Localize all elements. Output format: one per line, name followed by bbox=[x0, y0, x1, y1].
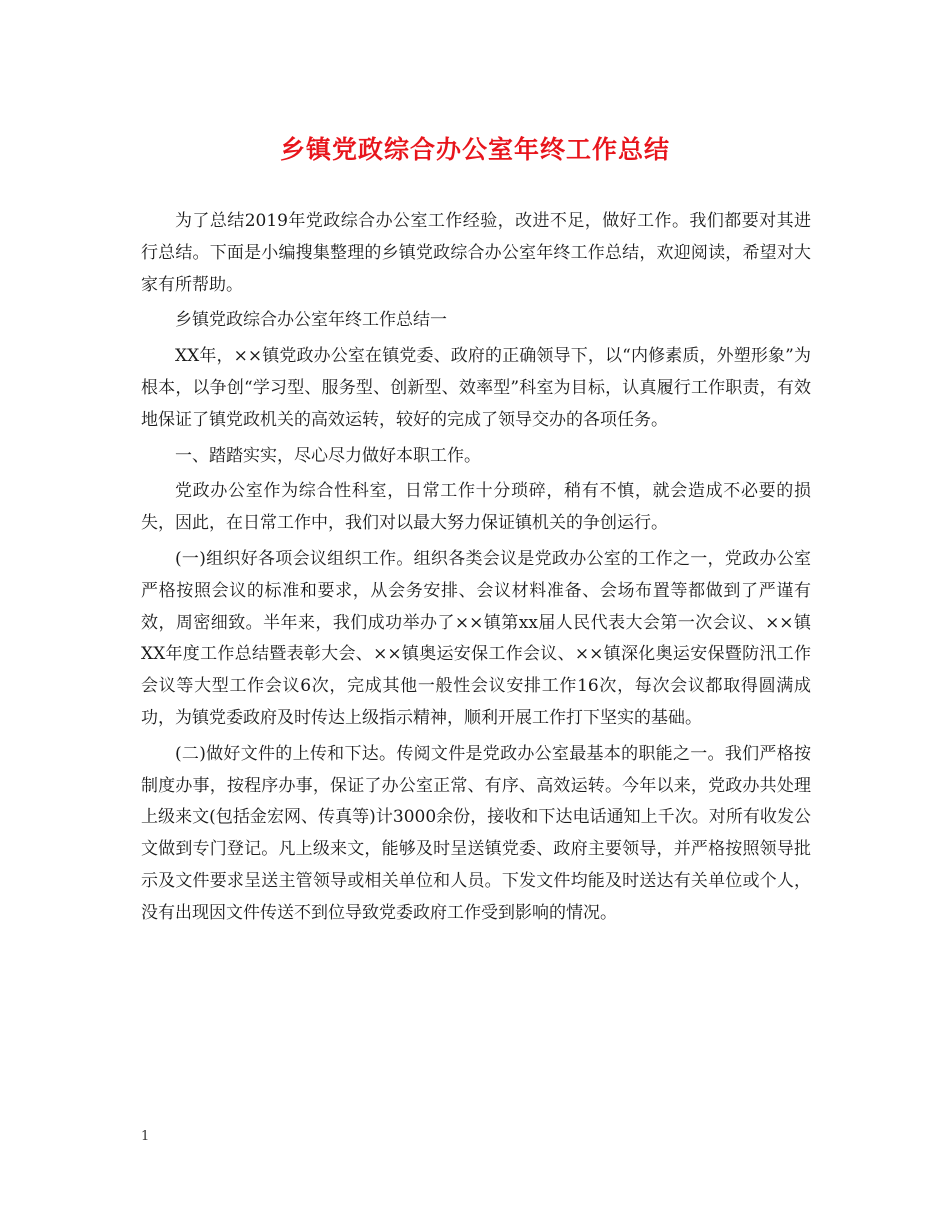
document-title: 乡镇党政综合办公室年终工作总结 bbox=[279, 135, 670, 164]
document-body bbox=[141, 206, 811, 934]
paragraph-overview: XX年，××镇党政办公室在镇党委、政府的正确领导下，以“内修素质，外塑形象”为根本，以争创“学习型、服务型、创新型、效率型”科室为目标，认真履行工作职责，有效地保证了镇党政机关的高效运转，较好的完成了领导交办的各项任务。 bbox=[141, 346, 811, 430]
paragraph-documents: (二)做好文件的上传和下达。传阅文件是党政办公室最基本的职能之一。我们严格按制度办事，按程序办事，保证了办公室正常、有序、高效运转。今年以来，党政办共处理上级来文(包括金宏网、传真等)计3000余份，接收和下达电话通知上千次。对所有收发公文做到专门登记。凡上级来文，能够及时呈送镇党委、政府主要领导，并严格按照领导批示及文件要求呈送主管领导或相关单位和人员。下发文件均能及时送达有关单位或个人，没有出现因文件传送不到位导致党委政府工作受到影响的情况。 bbox=[141, 743, 811, 923]
paragraph-heading-one: 一、踏踏实实，尽心尽力做好本职工作。 bbox=[175, 445, 481, 466]
paragraph-office-role: 党政办公室作为综合性科室，日常工作十分琐碎，稍有不慎，就会造成不必要的损失，因此，在日常工作中，我们对以最大努力保证镇机关的争创运行。 bbox=[141, 481, 811, 534]
paragraph-intro: 为了总结2019年党政综合办公室工作经验，改进不足，做好工作。我们都要对其进行总结。下面是小编搜集整理的乡镇党政综合办公室年终工作总结，欢迎阅读，希望对大家有所帮助。 bbox=[141, 211, 811, 295]
paragraph-section-heading: 乡镇党政综合办公室年终工作总结一 bbox=[175, 310, 447, 331]
paragraph-meetings: (一)组织好各项会议组织工作。组织各类会议是党政办公室的工作之一，党政办公室严格按照会议的标准和要求，从会务安排、会议材料准备、会场布置等都做到了严谨有效，周密细致。半年来，我们成功举办了××镇第xx届人民代表大会第一次会议、××镇XX年度工作总结暨表彰大会、××镇奥运安保工作会议、××镇深化奥运安保暨防汛工作会议等大型工作会议6次，完成其他一般性会议安排工作16次，每次会议都取得圆满成功，为镇党委政府及时传达上级指示精神，顺利开展工作打下坚实的基础。 bbox=[141, 548, 811, 728]
page-number: 1 bbox=[141, 1129, 150, 1144]
